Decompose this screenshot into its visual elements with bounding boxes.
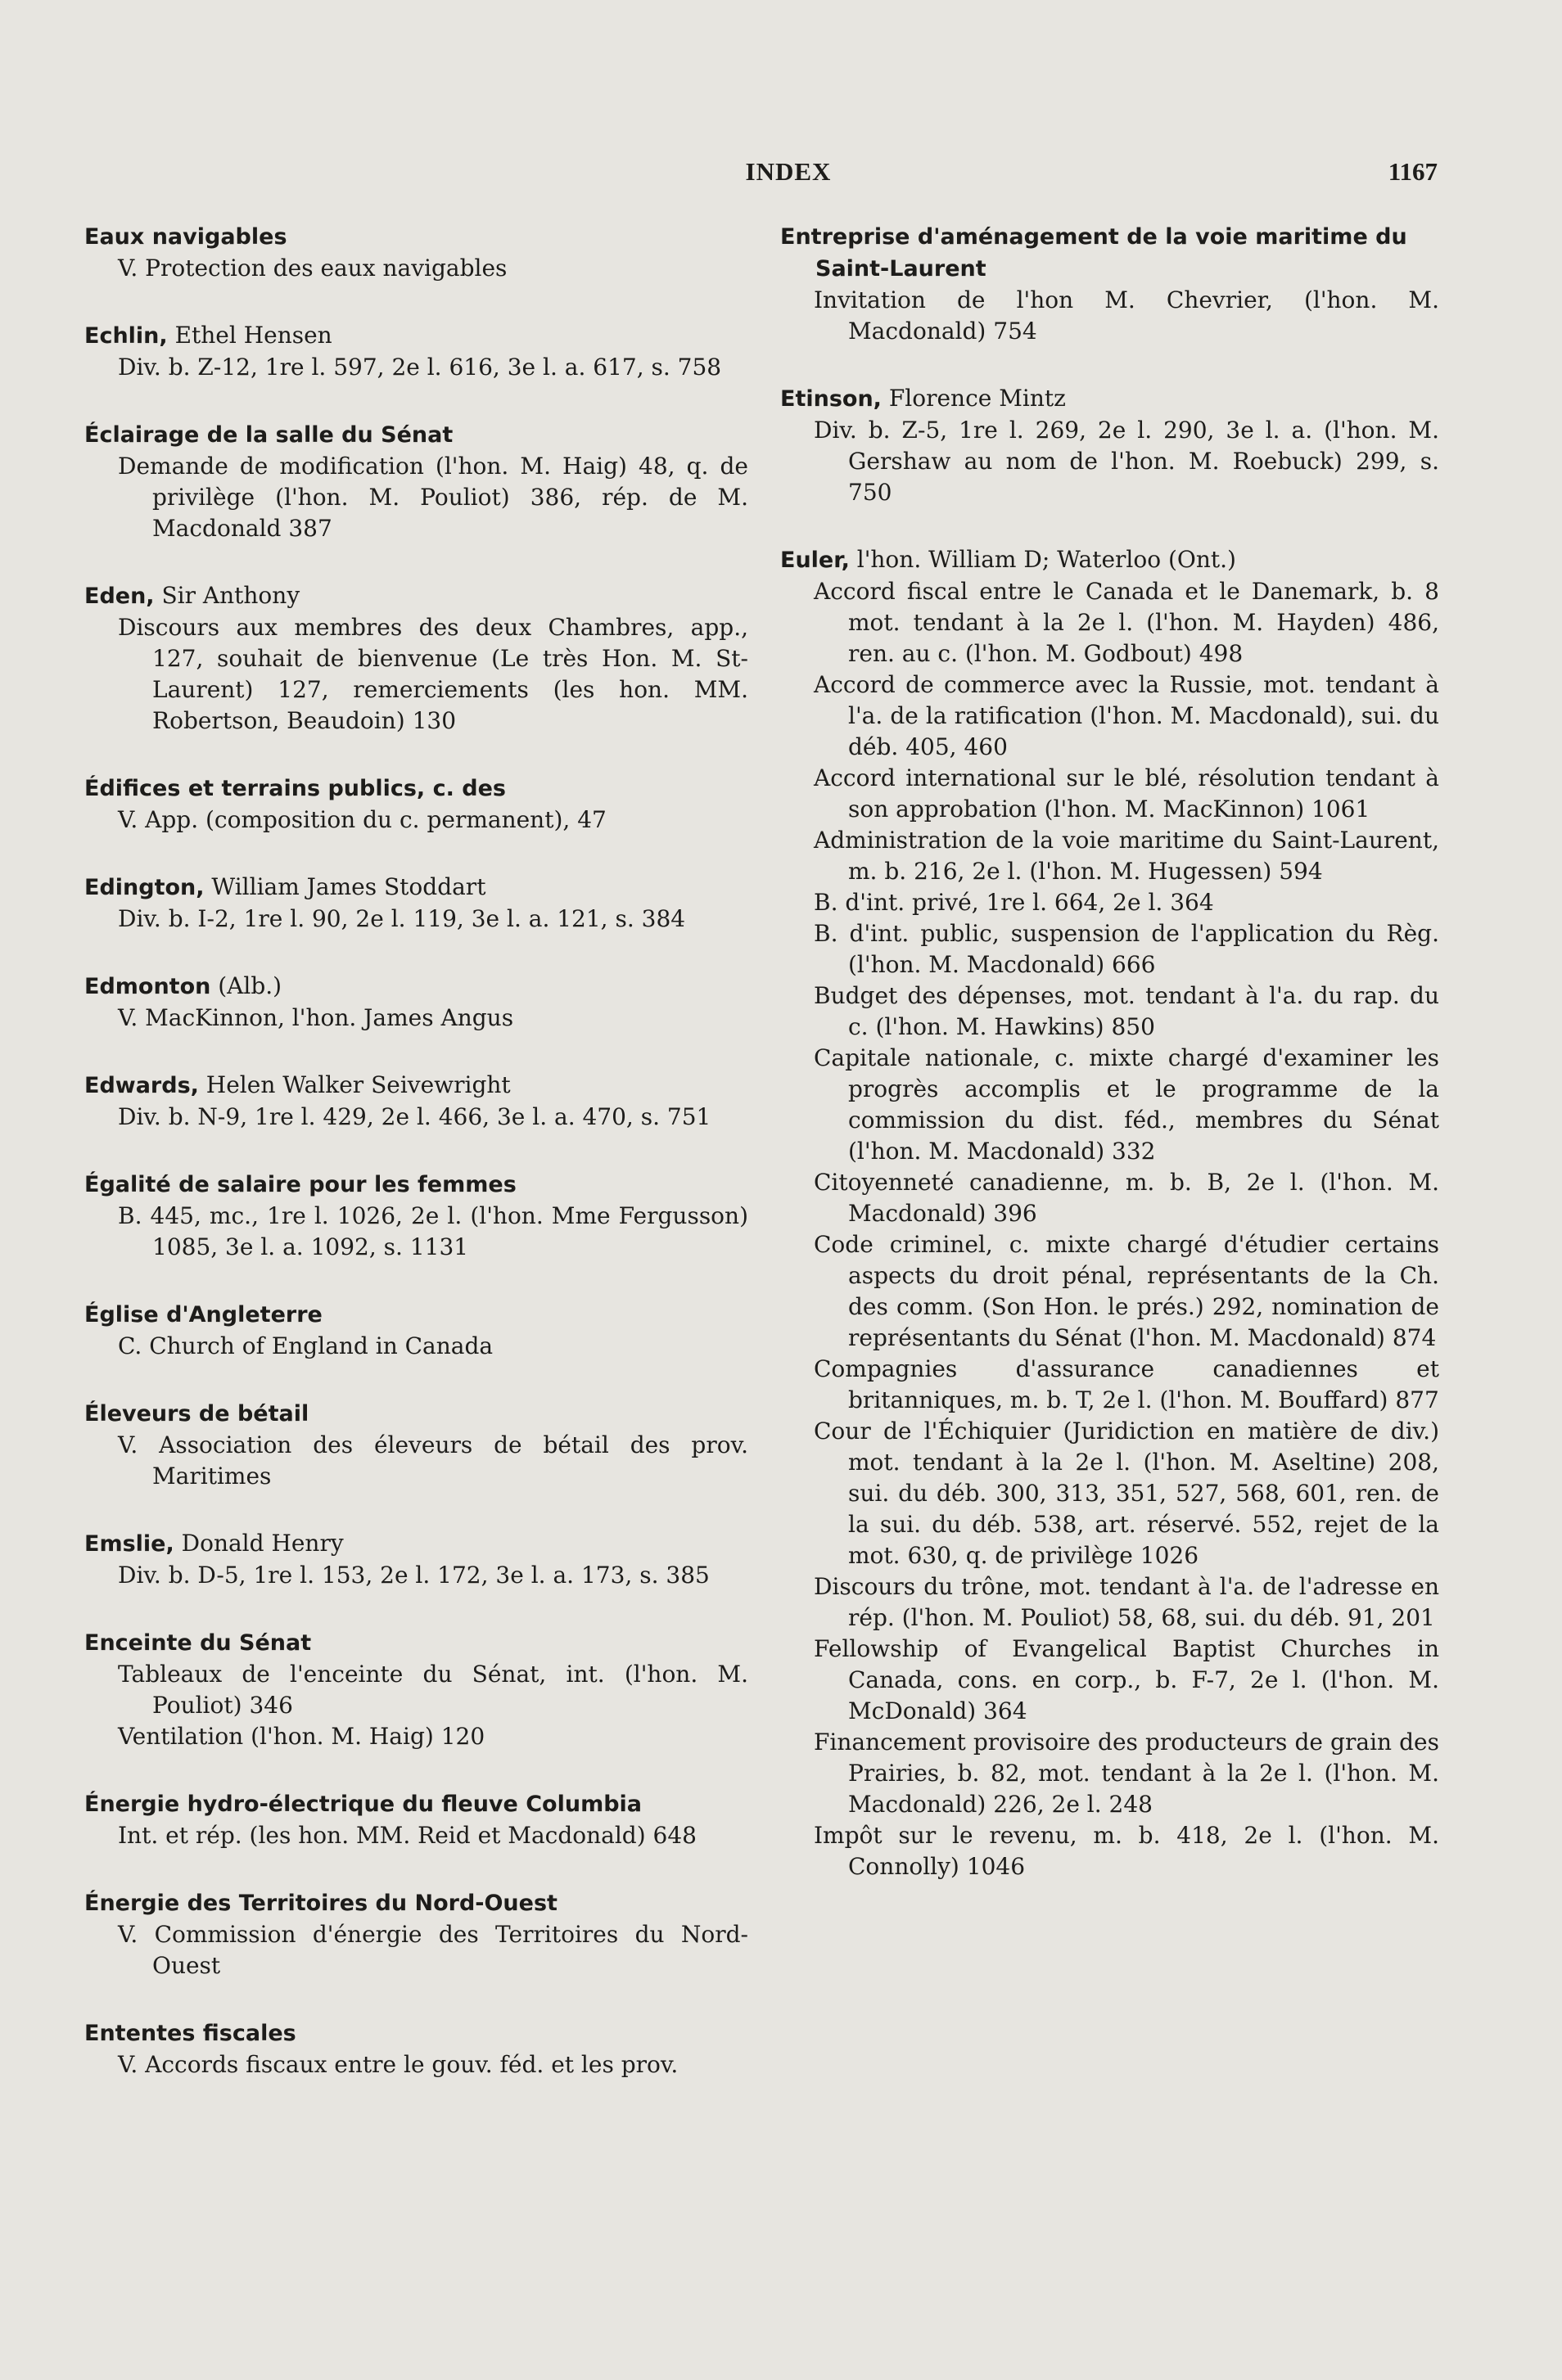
entry-subitem: B. d'int. public, suspension de l'application du Règ. (l'hon. M. Macdonald) 666	[814, 920, 1439, 978]
entry-subitem: Accord de commerce avec la Russie, mot. tendant à l'a. de la ratification (l'hon. M. Macdonald), sui. du déb. 405, 460	[814, 671, 1439, 760]
entry-heading	[84, 773, 748, 805]
entry-subitem: B. d'int. privé, 1re l. 664, 2e l. 364	[814, 889, 1214, 916]
index-entry	[84, 1398, 748, 1492]
index-entry	[84, 773, 748, 836]
entry-heading	[84, 1070, 748, 1102]
entry-heading	[780, 544, 1439, 576]
entry-heading-term: Eaux navigables	[84, 224, 287, 250]
entry-heading-term: Église d'Angleterre	[84, 1302, 323, 1327]
entry-heading	[84, 1398, 748, 1430]
index-entry	[84, 1788, 748, 1851]
entry-subitem: Budget des dépenses, mot. tendant à l'a. du rap. du c. (l'hon. M. Hawkins) 850	[814, 982, 1439, 1040]
entry-subitem: Demande de modification (l'hon. M. Haig) 48, q. de privilège (l'hon. M. Pouliot) 386, rép. de M. Macdonald 387	[118, 453, 748, 542]
index-entry	[84, 1169, 748, 1263]
entry-subitem: Div. b. Z-5, 1re l. 269, 2e l. 290, 3e l. a. (l'hon. M. Gershaw au nom de l'hon. M. Roebuck) 299, s. 750	[814, 417, 1439, 506]
entry-subitem: Div. b. Z-12, 1re l. 597, 2e l. 616, 3e l. a. 617, s. 758	[118, 354, 722, 381]
entry-subitem: Int. et rép. (les hon. MM. Reid et Macdonald) 648	[118, 1822, 697, 1849]
entry-subitem: V. MacKinnon, l'hon. James Angus	[118, 1004, 514, 1031]
entry-subitem: V. App. (composition du c. permanent), 47	[118, 806, 607, 833]
entry-subitem: V. Protection des eaux navigables	[118, 255, 508, 282]
entry-subitem: C. Church of England in Canada	[118, 1332, 494, 1359]
entry-heading	[84, 2017, 748, 2049]
entry-subitem: Compagnies d'assurance canadiennes et britanniques, m. b. T, 2e l. (l'hon. M. Bouffard) 877	[814, 1355, 1439, 1413]
entry-subitem: Code criminel, c. mixte chargé d'étudier certains aspects du droit pénal, représentants de la Ch. des comm. (Son Hon. le prés.) 292, nomination de représentants du Sénat (l'hon. M. Macdonald) 874	[814, 1231, 1439, 1351]
entry-heading-term: Énergie hydro-électrique du fleuve Columbia	[84, 1792, 643, 1817]
entry-heading	[84, 1788, 748, 1820]
entry-subitem: Div. b. N-9, 1re l. 429, 2e l. 466, 3e l. a. 470, s. 751	[118, 1103, 711, 1130]
entry-subitem: V. Commission d'énergie des Territoires du Nord-Ouest	[118, 1921, 748, 1979]
entry-heading-term: Echlin,	[84, 323, 168, 349]
entry-heading-rest: Florence Mintz	[881, 385, 1066, 412]
entry-heading-rest: l'hon. William D; Waterloo (Ont.)	[849, 546, 1236, 573]
entry-heading	[84, 419, 748, 451]
index-entry	[84, 320, 748, 383]
entry-subitem: B. 445, mc., 1re l. 1026, 2e l. (l'hon. Mme Fergusson) 1085, 3e l. a. 1092, s. 1131	[118, 1202, 748, 1260]
entry-subitem: Div. b. D-5, 1re l. 153, 2e l. 172, 3e l. a. 173, s. 385	[118, 1562, 710, 1589]
entry-heading	[84, 971, 748, 1003]
entry-heading-rest: Ethel Hensen	[167, 322, 332, 349]
entry-heading-rest: Helen Walker Seivewright	[198, 1071, 511, 1098]
entry-heading-term: Emslie,	[84, 1531, 174, 1557]
entry-subitem: Capitale nationale, c. mixte chargé d'examiner les progrès accomplis et le programme de la commission du dist. féd., membres du Sénat (l'hon. M. Macdonald) 332	[814, 1044, 1439, 1165]
index-entry	[84, 1070, 748, 1133]
entry-subitem: Invitation de l'hon M. Chevrier, (l'hon. M. Macdonald) 754	[814, 286, 1439, 345]
entry-subitem: Div. b. I-2, 1re l. 90, 2e l. 119, 3e l. a. 121, s. 384	[118, 905, 686, 932]
entry-subitem: Impôt sur le revenu, m. b. 418, 2e l. (l'hon. M. Connolly) 1046	[814, 1822, 1439, 1880]
entry-heading-rest: William James Stoddart	[204, 873, 486, 900]
entry-heading-term: Énergie des Territoires du Nord-Ouest	[84, 1891, 558, 1916]
index-entry	[84, 419, 748, 544]
entry-subitem: Fellowship of Evangelical Baptist Churches in Canada, cons. en corp., b. F-7, 2e l. (l'hon. M. McDonald) 364	[814, 1635, 1439, 1724]
entry-subitem: Accord fiscal entre le Canada et le Danemark, b. 8 mot. tendant à la 2e l. (l'hon. M. Hayden) 486, ren. au c. (l'hon. M. Godbout) 498	[814, 578, 1439, 667]
entry-heading-rest: (Alb.)	[210, 972, 282, 999]
entry-subitem: V. Association des éleveurs de bétail des prov. Maritimes	[118, 1431, 748, 1490]
index-entry	[84, 971, 748, 1034]
entry-heading-term: Éleveurs de bétail	[84, 1401, 309, 1427]
entry-heading	[780, 221, 1439, 285]
index-entry	[84, 2017, 748, 2080]
index-entry	[84, 221, 748, 284]
entry-subitem: Citoyenneté canadienne, m. b. B, 2e l. (l'hon. M. Macdonald) 396	[814, 1169, 1439, 1227]
entry-subitem: Administration de la voie maritime du Saint-Laurent, m. b. 216, 2e l. (l'hon. M. Hugessen) 594	[814, 827, 1439, 885]
entry-heading-term: Ententes fiscales	[84, 2021, 296, 2046]
entry-subitem: Discours aux membres des deux Chambres, app., 127, souhait de bienvenue (Le très Hon. M. St-Laurent) 127, remerciements (les hon. MM. Robertson, Beaudoin) 130	[118, 614, 748, 734]
entry-heading-term: Edington,	[84, 875, 205, 900]
entry-heading-rest: Sir Anthony	[154, 582, 300, 609]
entry-subitem: Discours du trône, mot. tendant à l'a. de l'adresse en rép. (l'hon. M. Pouliot) 58, 68, sui. du déb. 91, 201	[814, 1573, 1439, 1631]
entry-heading	[84, 1528, 748, 1560]
entry-subitem: Financement provisoire des producteurs de grain des Prairies, b. 82, mot. tendant à la 2e l. (l'hon. M. Macdonald) 226, 2e l. 248	[814, 1729, 1439, 1818]
entry-heading	[84, 320, 748, 352]
entry-heading-term: Éclairage de la salle du Sénat	[84, 422, 454, 448]
entry-heading-term: Édifices et terrains publics, c. des	[84, 776, 506, 801]
index-entry	[84, 580, 748, 737]
left-column	[84, 221, 748, 2116]
entry-heading-term: Entreprise d'aménagement de la voie maritime du Saint-Laurent	[780, 224, 1407, 282]
index-entry	[84, 872, 748, 935]
entry-heading	[84, 580, 748, 612]
index-entry	[780, 383, 1439, 508]
entry-heading-term: Enceinte du Sénat	[84, 1630, 312, 1656]
entry-heading-rest: Donald Henry	[174, 1530, 344, 1557]
index-entry	[84, 1887, 748, 1981]
index-entry	[84, 1299, 748, 1362]
entry-heading	[84, 1887, 748, 1919]
entry-heading-term: Edmonton	[84, 974, 211, 999]
entry-subitem: Cour de l'Échiquier (Juridiction en matière de div.) mot. tendant à la 2e l. (l'hon. M. Aseltine) 208, sui. du déb. 300, 313, 351, 527, 568, 601, ren. de la sui. du déb. 538, art. réservé. 552, rejet de la mot. 630, q. de privilège 1026	[814, 1418, 1439, 1569]
entry-heading-term: Eden,	[84, 584, 155, 609]
page-number: 1167	[1388, 157, 1438, 186]
entry-heading	[780, 383, 1439, 415]
entry-subitem: V. Accords fiscaux entre le gouv. féd. et les prov.	[118, 2051, 679, 2078]
index-entry	[84, 1627, 748, 1752]
right-column	[780, 221, 1439, 1918]
entry-heading	[84, 872, 748, 904]
index-entry	[84, 1528, 748, 1591]
entry-heading	[84, 1169, 748, 1201]
entry-subitem: Accord international sur le blé, résolution tendant à son approbation (l'hon. M. MacKinnon) 1061	[814, 764, 1439, 823]
page-title: INDEX	[745, 157, 832, 186]
entry-heading-term: Edwards,	[84, 1073, 199, 1098]
index-entry	[780, 221, 1439, 347]
entry-heading-term: Égalité de salaire pour les femmes	[84, 1172, 517, 1197]
entry-heading-term: Etinson,	[780, 386, 882, 412]
entry-subitem: Tableaux de l'enceinte du Sénat, int. (l'hon. M. Pouliot) 346	[118, 1661, 748, 1719]
entry-subitem: Ventilation (l'hon. M. Haig) 120	[118, 1723, 485, 1750]
entry-heading	[84, 1627, 748, 1659]
entry-heading-term: Euler,	[780, 548, 850, 573]
entry-heading	[84, 1299, 748, 1331]
entry-heading	[84, 221, 748, 253]
index-entry	[780, 544, 1439, 1882]
